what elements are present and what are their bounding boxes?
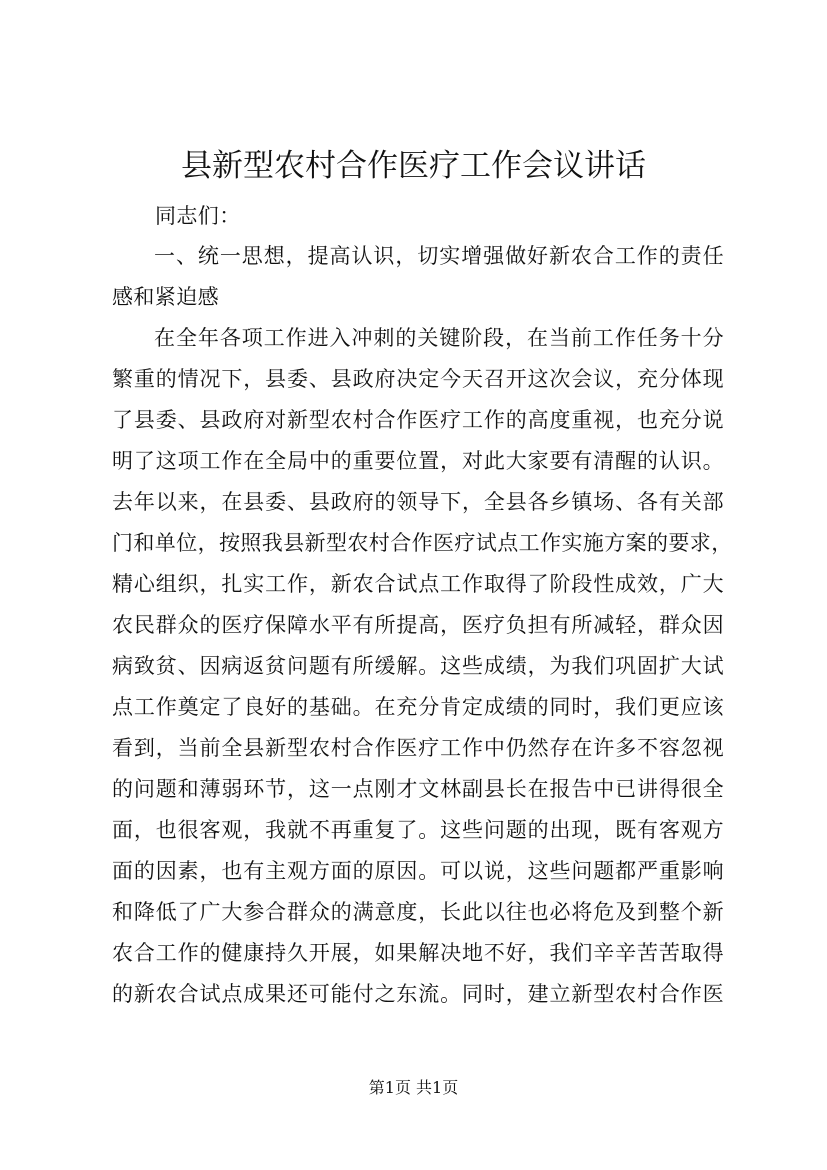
- body-paragraph: [112, 318, 733, 1015]
- paragraph-line: 精心组织，扎实工作，新农合试点工作取得了阶段性成效，广大: [112, 572, 724, 596]
- heading-line: 感和紧迫感: [112, 285, 219, 309]
- paragraph-line: 点工作奠定了良好的基础。在充分肯定成绩的同时，我们更应该: [112, 695, 724, 719]
- section-heading: [112, 236, 724, 318]
- paragraph-line: 的问题和薄弱环节，这一点刚才文林副县长在报告中已讲得很全: [112, 777, 724, 801]
- paragraph-line: 面，也很客观，我就不再重复了。这些问题的出现，既有客观方: [112, 818, 724, 842]
- paragraph-line: 农民群众的医疗保障水平有所提高，医疗负担有所减轻，群众因: [112, 613, 724, 637]
- heading-line: 一、统一思想，提高认识，切实增强做好新农合工作的责任: [154, 244, 724, 268]
- paragraph-line: 明了这项工作在全局中的重要位置，对此大家要有清醒的认识。: [112, 449, 724, 473]
- paragraph-line: 去年以来，在县委、县政府的领导下，全县各乡镇场、各有关部: [112, 490, 724, 514]
- paragraph-line: 繁重的情况下，县委、县政府决定今天召开这次会议，充分体现: [112, 367, 724, 391]
- page-footer: 第1页 共1页: [368, 1078, 459, 1097]
- paragraph-line: 的新农合试点成果还可能付之东流。同时，建立新型农村合作医: [112, 982, 724, 1006]
- paragraph-line: 在全年各项工作进入冲刺的关键阶段，在当前工作任务十分: [154, 326, 724, 350]
- paragraph-line: 看到，当前全县新型农村合作医疗工作中仍然存在许多不容忽视: [112, 736, 724, 760]
- paragraph-line: 病致贫、因病返贫问题有所缓解。这些成绩，为我们巩固扩大试: [112, 654, 724, 678]
- document-title: 县新型农村合作医疗工作会议讲话: [181, 148, 646, 184]
- salutation: 同志们：: [155, 204, 241, 228]
- paragraph-line: 农合工作的健康持久开展，如果解决地不好，我们辛辛苦苦取得: [112, 941, 724, 965]
- paragraph-line: 和降低了广大参合群众的满意度，长此以往也必将危及到整个新: [112, 900, 724, 924]
- paragraph-line: 面的因素，也有主观方面的原因。可以说，这些问题都严重影响: [112, 859, 724, 883]
- paragraph-line: 门和单位，按照我县新型农村合作医疗试点工作实施方案的要求，: [112, 531, 733, 555]
- paragraph-line: 了县委、县政府对新型农村合作医疗工作的高度重视，也充分说: [112, 408, 724, 432]
